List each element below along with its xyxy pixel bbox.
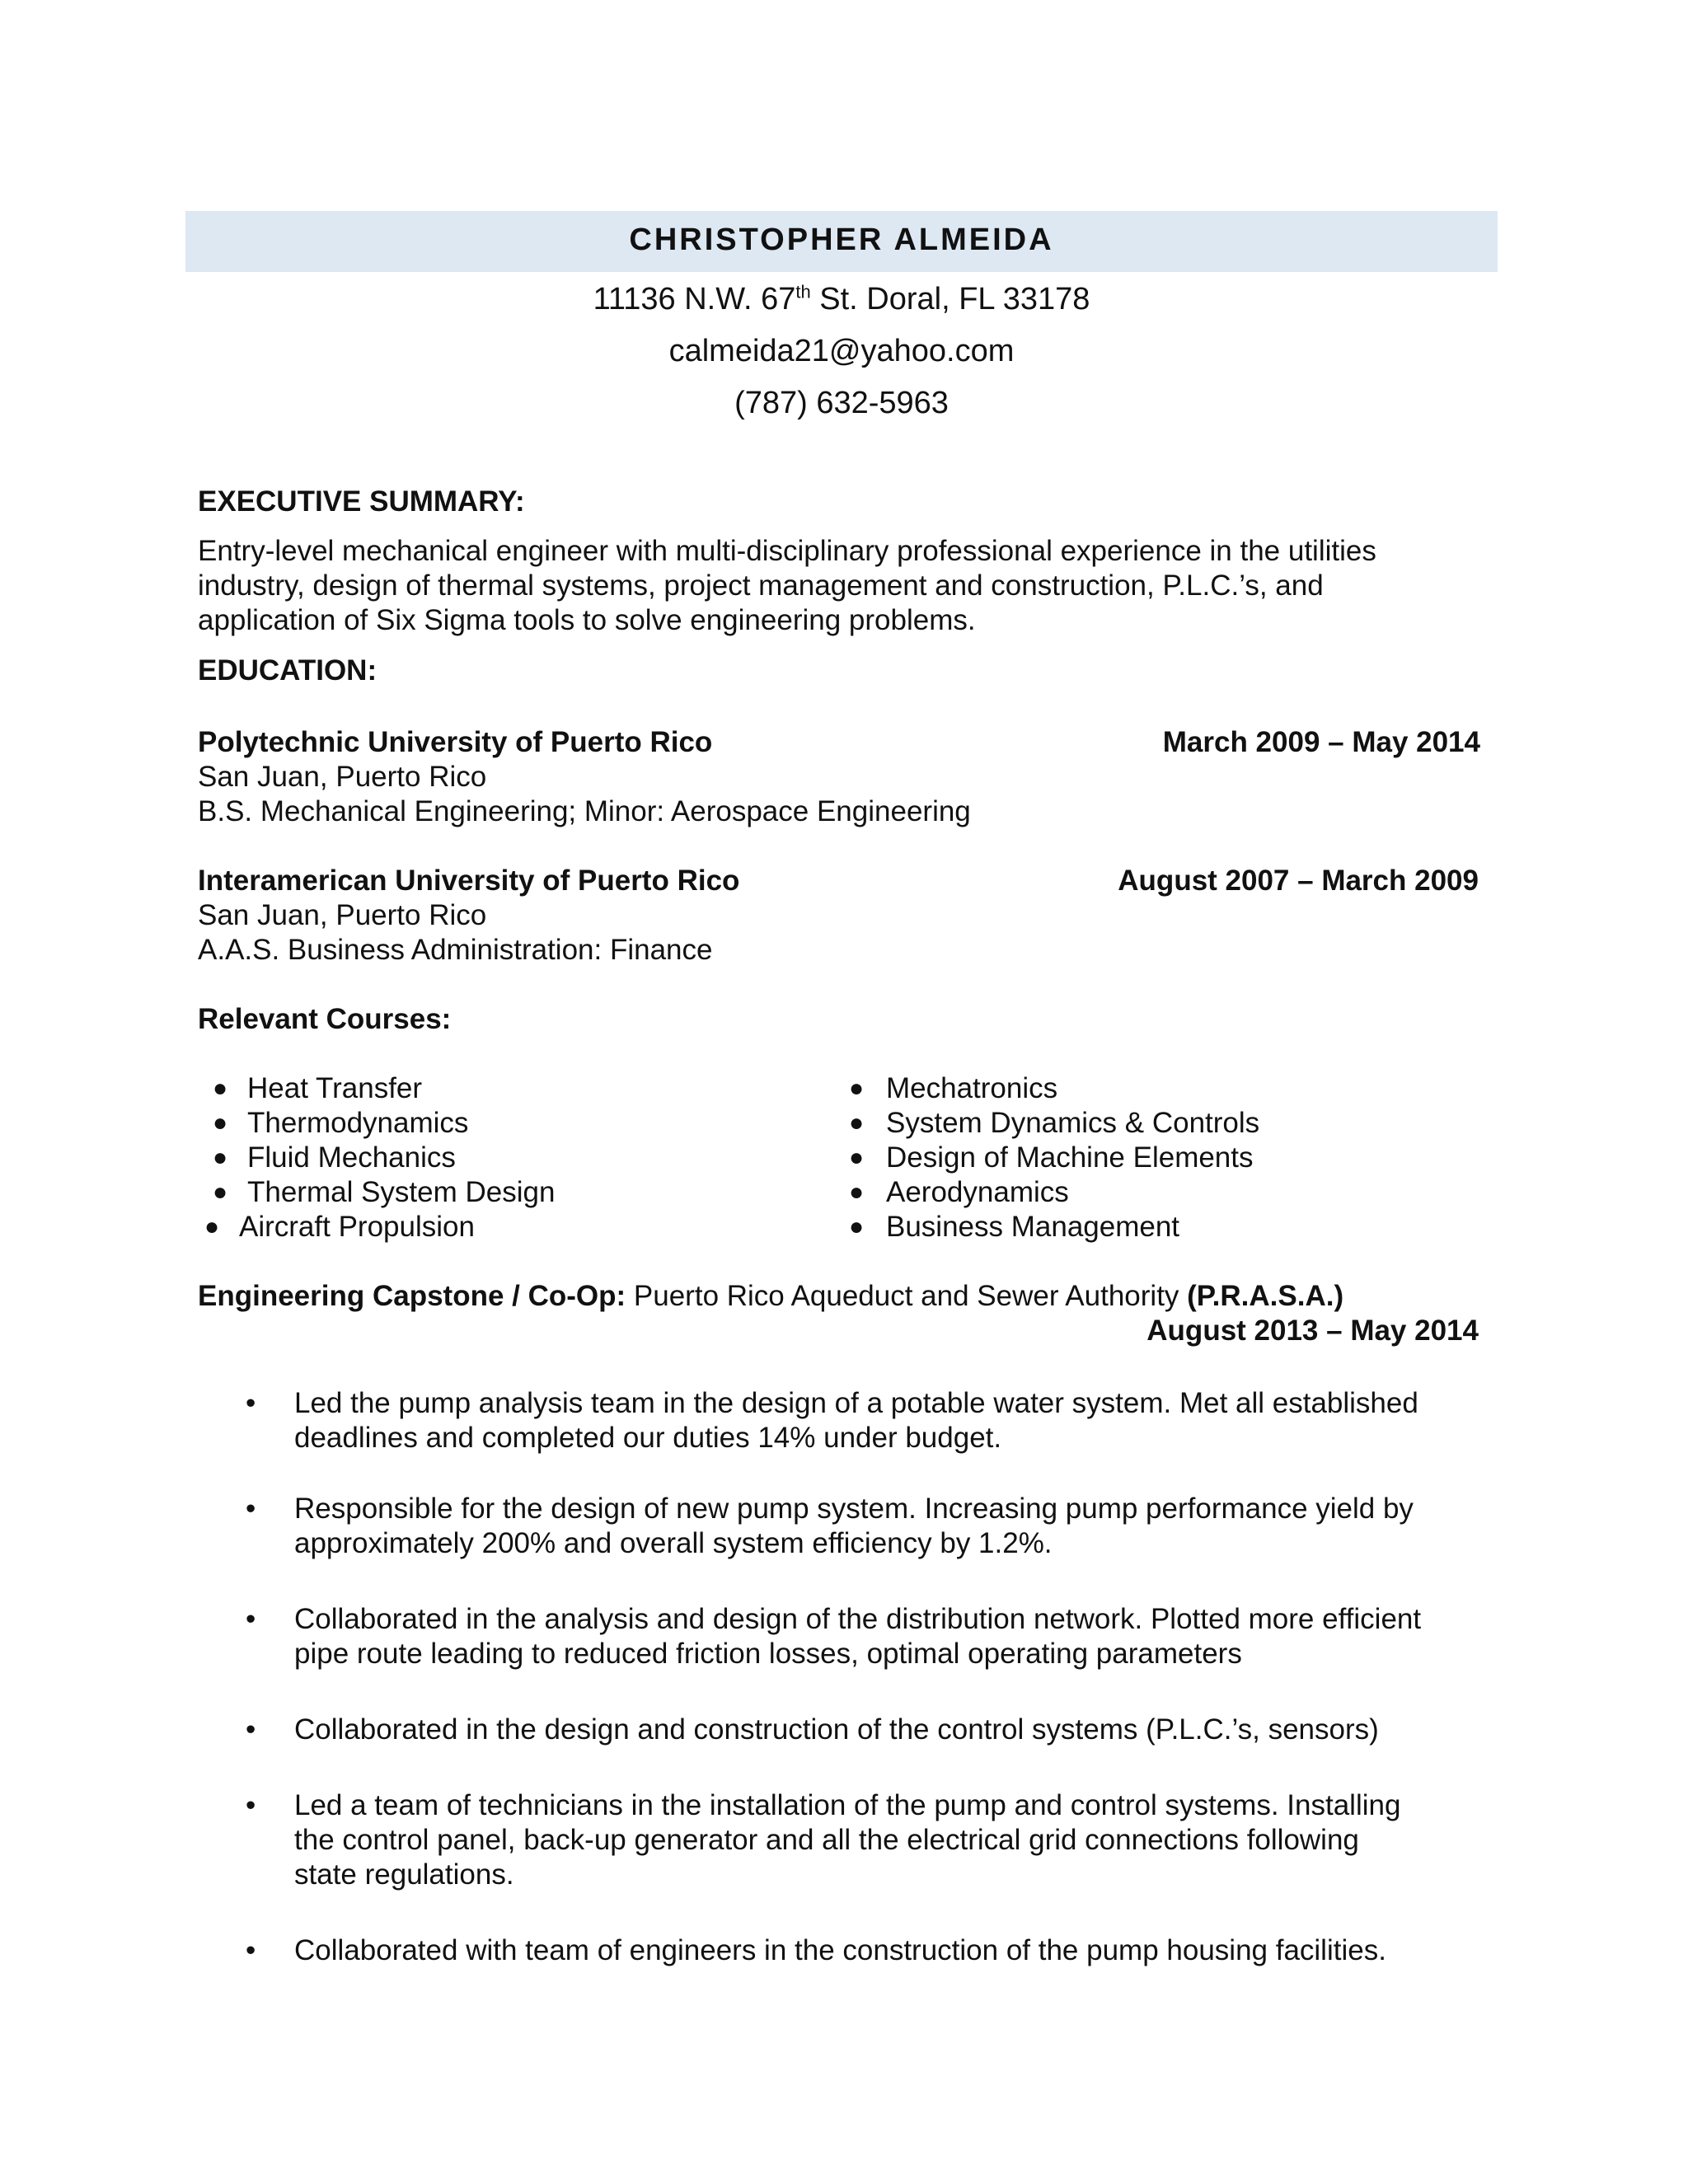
bullet-icon: •	[246, 1493, 256, 1525]
bullet-icon: ●	[849, 1144, 865, 1171]
bullet-line: pipe route leading to reduced friction losses, optimal operating parameters	[294, 1638, 1242, 1670]
bullet-line: Responsible for the design of new pump system. Increasing pump performance yield by	[294, 1493, 1414, 1525]
course-item: System Dynamics & Controls	[886, 1107, 1260, 1139]
bullet-line: approximately 200% and overall system efficiency by 1.2%.	[294, 1527, 1053, 1559]
courses-heading: Relevant Courses:	[198, 1003, 452, 1035]
bullet-icon: ●	[849, 1179, 865, 1206]
bullet-icon: ●	[849, 1213, 865, 1240]
course-item: Business Management	[886, 1211, 1180, 1243]
course-item: Heat Transfer	[247, 1072, 423, 1104]
bullet-icon: •	[246, 1603, 256, 1635]
candidate-name: CHRISTOPHER ALMEIDA	[629, 223, 1054, 257]
bullet-icon: ●	[849, 1075, 865, 1102]
bullet-line: Led the pump analysis team in the design of a potable water system. Met all established	[294, 1387, 1418, 1419]
bullet-icon: •	[246, 1713, 256, 1746]
address	[185, 280, 1498, 318]
school-dates: March 2009 – May 2014	[1162, 726, 1480, 758]
course-item: Design of Machine Elements	[886, 1141, 1254, 1174]
bullet-line: state regulations.	[294, 1858, 514, 1891]
bullet-line: Collaborated in the design and construction of the control systems (P.L.C.’s, sensors)	[294, 1713, 1379, 1746]
capstone-org: Puerto Rico Aqueduct and Sewer Authority	[626, 1280, 1188, 1312]
school-location: San Juan, Puerto Rico	[198, 899, 487, 931]
school-name: Interamerican University of Puerto Rico	[198, 865, 740, 897]
summary-line: industry, design of thermal systems, project management and construction, P.L.C.’s, and	[198, 569, 1324, 602]
bullet-icon: •	[246, 1387, 256, 1419]
capstone-dates: August 2013 – May 2014	[1146, 1315, 1479, 1347]
address-ordinal: th	[795, 281, 811, 302]
bullet-line: Collaborated in the analysis and design of the distribution network. Plotted more efficient	[294, 1603, 1422, 1635]
course-item: Aerodynamics	[886, 1176, 1069, 1208]
course-item: Mechatronics	[886, 1072, 1058, 1104]
school-degree: B.S. Mechanical Engineering; Minor: Aerospace Engineering	[198, 795, 971, 827]
school-dates: August 2007 – March 2009	[1118, 865, 1479, 897]
school-degree: A.A.S. Business Administration: Finance	[198, 934, 713, 966]
capstone-header	[198, 1279, 1343, 1314]
school-name: Polytechnic University of Puerto Rico	[198, 726, 713, 758]
education-heading: EDUCATION:	[198, 654, 377, 687]
course-item: Thermal System Design	[247, 1176, 556, 1208]
course-item: Thermodynamics	[247, 1107, 469, 1139]
bullet-icon: •	[246, 1789, 256, 1821]
bullet-icon: •	[246, 1934, 256, 1966]
phone: (787) 632-5963	[734, 386, 949, 420]
bullet-icon: ●	[213, 1144, 228, 1171]
bullet-icon: ●	[849, 1109, 865, 1137]
bullet-line: Led a team of technicians in the installation of the pump and control systems. Installing	[294, 1789, 1401, 1821]
course-item: Aircraft Propulsion	[239, 1211, 475, 1243]
bullet-line: Collaborated with team of engineers in the construction of the pump housing facilities.	[294, 1934, 1386, 1966]
email: calmeida21@yahoo.com	[668, 334, 1015, 368]
school-location: San Juan, Puerto Rico	[198, 761, 487, 793]
bullet-line: deadlines and completed our duties 14% under budget.	[294, 1422, 1002, 1454]
bullet-icon: ●	[204, 1213, 220, 1240]
bullet-icon: ●	[213, 1075, 228, 1102]
summary-line: Entry-level mechanical engineer with multi-disciplinary professional experience in the utilities	[198, 535, 1376, 567]
capstone-abbr: (P.R.A.S.A.)	[1187, 1280, 1344, 1312]
capstone-label: Engineering Capstone / Co-Op:	[198, 1280, 626, 1312]
bullet-icon: ●	[213, 1109, 228, 1137]
bullet-line: the control panel, back-up generator and all the electrical grid connections following	[294, 1824, 1359, 1856]
course-item: Fluid Mechanics	[247, 1141, 456, 1174]
summary-line: application of Six Sigma tools to solve engineering problems.	[198, 604, 976, 636]
address-number: 11136 N.W. 67	[593, 282, 796, 316]
address-rest: St. Doral, FL 33178	[810, 282, 1090, 316]
bullet-icon: ●	[213, 1179, 228, 1206]
summary-heading: EXECUTIVE SUMMARY:	[198, 485, 525, 518]
